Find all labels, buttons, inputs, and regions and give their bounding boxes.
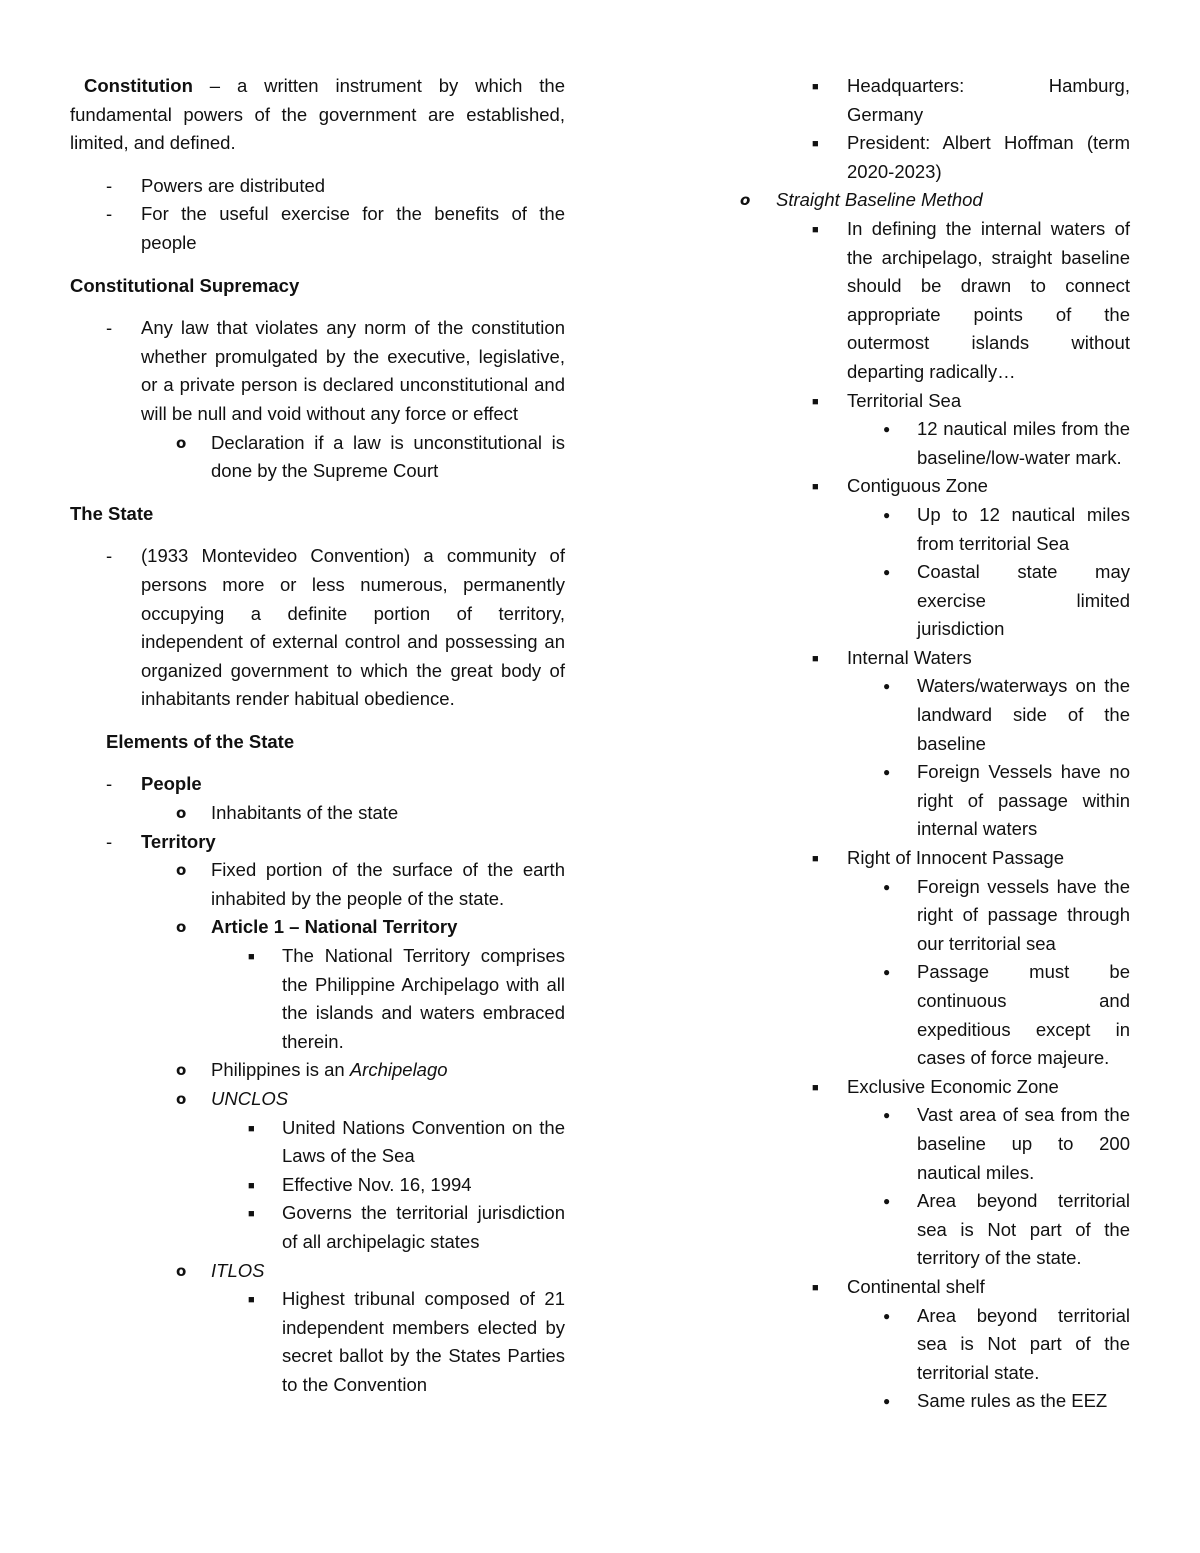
baseline-detail: ● Waters/waterways on the landward side of the baseline — [740, 672, 1130, 758]
disc-bullet-icon: ● — [883, 565, 891, 580]
baseline-detail: ● Vast area of sea from the baseline up to 200 nautical miles. — [740, 1101, 1130, 1187]
circle-bullet-icon: o — [176, 433, 187, 452]
territory-subpoint: o Fixed portion of the surface of the earth inhabited by the people of the state. — [70, 856, 565, 913]
circle-bullet-icon: o — [176, 1061, 187, 1080]
unclos-subitem: ■ United Nations Convention on the Laws of the Sea — [248, 1116, 565, 1167]
disc-bullet-icon: ● — [883, 507, 891, 522]
itlos-subitem: ■ President: Albert Hoffman (term 2020-2023) — [812, 132, 1130, 182]
itlos-subitem: ■ Headquarters: Hamburg, Germany — [812, 75, 1130, 125]
disc-bullet-icon: ● — [883, 679, 891, 694]
baseline-list — [740, 215, 1130, 1416]
circle-bullet-icon: o — [176, 1261, 187, 1280]
element-territory: - Territory — [70, 828, 565, 857]
square-bullet-icon: ■ — [812, 81, 819, 93]
constitution-point: - Powers are distributed — [70, 172, 565, 201]
heading-constitutional-supremacy: Constitutional Supremacy — [70, 274, 300, 296]
baseline-detail: ● Area beyond territorial sea is Not part of the territory of the state. — [740, 1187, 1130, 1273]
square-bullet-icon: ■ — [812, 652, 819, 665]
right-column — [740, 72, 1130, 1416]
heading-the-state: The State — [70, 502, 154, 524]
constitution-definition — [70, 72, 565, 158]
supremacy-subpoint: o Declaration if a law is unconstitutional is done by the Supreme Court — [70, 429, 565, 486]
unclos-item: o UNCLOS — [70, 1085, 565, 1114]
disc-bullet-icon: ● — [883, 879, 891, 894]
circle-bullet-icon: o — [176, 1090, 187, 1108]
disc-bullet-icon: ● — [883, 965, 891, 980]
square-bullet-icon: ■ — [248, 1122, 255, 1135]
dash-marker: - — [106, 830, 113, 852]
itlos-subitem: ■ Highest tribunal composed of 21 independent members elected by secret ballot by the States Parties to the Convention — [248, 1288, 565, 1395]
heading-elements-of-the-state: Elements of the State — [106, 730, 295, 752]
baseline-detail: ● Foreign Vessels have no right of passage within internal waters — [740, 758, 1130, 844]
baseline-detail: ● Up to 12 nautical miles from territorial Sea — [740, 501, 1130, 558]
baseline-subitem: ■ Territorial Sea — [740, 387, 1130, 416]
baseline-detail: ● Coastal state may exercise limited jurisdiction — [740, 558, 1130, 644]
dash-marker: - — [106, 203, 113, 225]
baseline-subitem: ■ Contiguous Zone — [740, 472, 1130, 501]
disc-bullet-icon: ● — [883, 1108, 891, 1123]
baseline-detail: ● Same rules as the EEZ — [740, 1387, 1130, 1416]
baseline-detail: ● Area beyond territorial sea is Not part of the territorial state. — [740, 1302, 1130, 1388]
element-people: - People — [70, 770, 565, 799]
constitution-term: Constitution — [84, 75, 193, 96]
baseline-detail: ● 12 nautical miles from the baseline/low-water mark. — [740, 415, 1130, 472]
disc-bullet-icon: ● — [883, 765, 891, 780]
disc-bullet-icon: ● — [883, 1194, 891, 1209]
disc-bullet-icon: ● — [883, 1308, 891, 1323]
square-bullet-icon: ■ — [248, 1179, 255, 1192]
unclos-subitem: ■ Governs the territorial jurisdiction of all archipelagic states — [248, 1202, 565, 1252]
square-bullet-icon: ■ — [812, 853, 819, 866]
baseline-subitem: ■ Right of Innocent Passage — [740, 844, 1130, 873]
constitution-definition-text: – a written instrument by which the fundamental powers of the government are established, limited, and defined. — [70, 75, 565, 154]
square-bullet-icon: ■ — [248, 1208, 255, 1221]
square-bullet-icon: ■ — [812, 1281, 819, 1294]
square-bullet-icon: ■ — [248, 951, 255, 964]
baseline-detail: ● Foreign vessels have the right of passage through our territorial sea — [740, 873, 1130, 959]
baseline-subitem: ■ Internal Waters — [740, 644, 1130, 673]
constitution-point: - For the useful exercise for the benefits of the people — [70, 200, 565, 257]
circle-bullet-icon: o — [740, 191, 751, 210]
square-bullet-icon: ■ — [812, 138, 819, 151]
square-bullet-icon: ■ — [248, 1294, 255, 1307]
disc-bullet-icon: ● — [883, 422, 891, 437]
baseline-subitem: ■ In defining the internal waters of the archipelago, straight baseline should be drawn to connect appropriate points of the outermost islands without departing radically… — [812, 217, 1130, 382]
article-1-item: o Article 1 – National Territory — [70, 913, 565, 942]
article-1-text: ■ The National Territory comprises the Philippine Archipelago with all the islands and waters embraced therein. — [248, 945, 565, 1052]
circle-bullet-icon: o — [176, 861, 187, 880]
dash-marker: - — [106, 545, 113, 567]
dash-marker: - — [106, 174, 113, 196]
baseline-method-item: o Straight Baseline Method — [740, 186, 1130, 215]
square-bullet-icon: ■ — [812, 223, 819, 236]
square-bullet-icon: ■ — [812, 481, 819, 494]
dash-marker: - — [106, 317, 113, 339]
supremacy-point: - Any law that violates any norm of the constitution whether promulgated by the executive, legislative, or a private person is declared unconstitutional and will be null and void without any force or effect — [70, 314, 565, 428]
itlos-item: o ITLOS — [70, 1257, 565, 1286]
baseline-subitem: ■ Exclusive Economic Zone — [740, 1073, 1130, 1102]
square-bullet-icon: ■ — [812, 1081, 819, 1094]
circle-bullet-icon: o — [176, 804, 187, 823]
dash-marker: - — [106, 773, 113, 795]
people-subpoint: o Inhabitants of the state — [70, 799, 565, 828]
unclos-subitem: ■ Effective Nov. 16, 1994 — [70, 1171, 565, 1200]
state-definition: - (1933 Montevideo Convention) a community of persons more or less numerous, permanently occupying a definite portion of territory, independent of external control and possessing an organized government to which the great body of inhabitants render habitual obedience. — [70, 542, 565, 714]
left-column — [70, 72, 565, 1400]
square-bullet-icon: ■ — [812, 395, 819, 408]
disc-bullet-icon: ● — [883, 1394, 891, 1409]
baseline-detail: ● Passage must be continuous and expeditious except in cases of force majeure. — [740, 958, 1130, 1072]
baseline-subitem: ■ Continental shelf — [740, 1273, 1130, 1302]
archipelago-item: o Philippines is an Archipelago — [70, 1056, 565, 1085]
circle-bullet-icon: o — [176, 918, 187, 937]
